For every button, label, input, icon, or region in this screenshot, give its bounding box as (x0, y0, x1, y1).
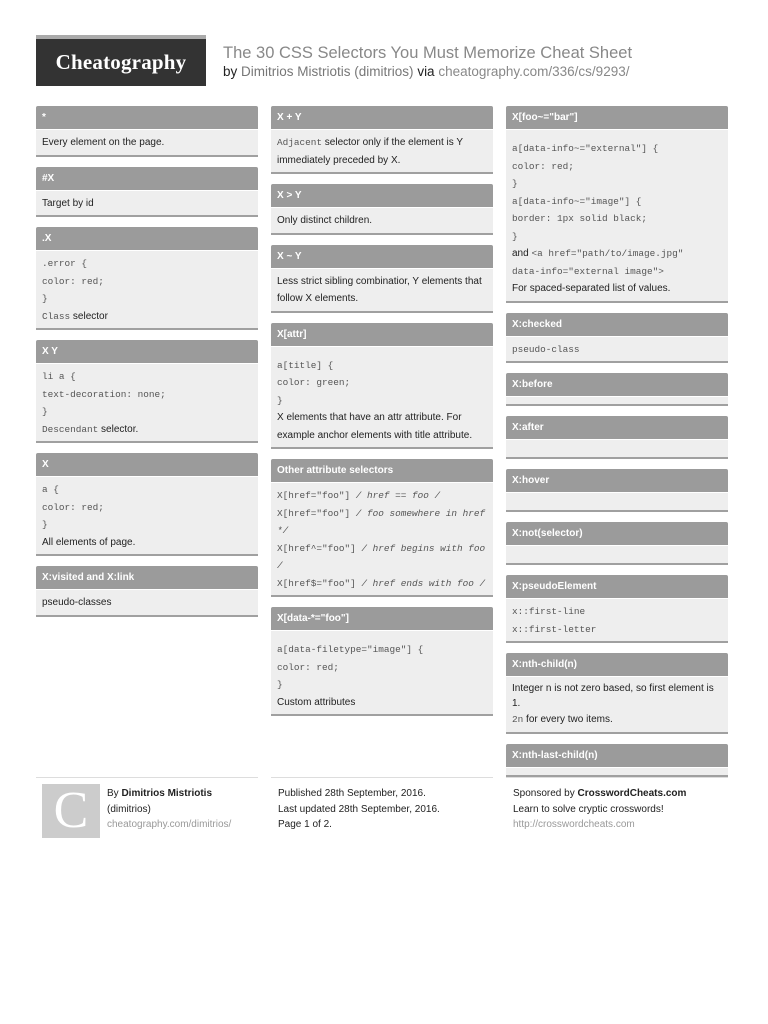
published-date: Published 28th September, 2016. (278, 788, 426, 799)
code-selector: X[href$="foo"] (277, 577, 356, 589)
section-text: For spaced-separated list of values. (512, 283, 671, 294)
code-selector: X[href="foo"] (277, 507, 351, 519)
updated-date: Last updated 28th September, 2016. (278, 803, 440, 815)
section-text: pseudo-classes (42, 597, 112, 608)
author-handle[interactable]: (dimitrios) (354, 64, 414, 79)
footer-dates (278, 786, 493, 833)
section-text: Only distinct children. (277, 215, 373, 226)
column-3 (506, 106, 728, 787)
inline-code: Adjacent (277, 137, 323, 148)
code-selector: X[href^="foo"] (277, 542, 356, 554)
section-title: X:checked (506, 313, 728, 336)
section-adjacent (271, 106, 493, 174)
footer-sponsor (513, 786, 728, 833)
section-text: and (512, 248, 532, 259)
section-text: for every two items. (523, 714, 613, 725)
section-universal (36, 106, 258, 157)
footer-handle: (dimitrios) (107, 803, 151, 815)
section-title: X:nth-child(n) (506, 653, 728, 676)
section-text: Integer n is not zero based, so first element is 1. (512, 683, 714, 709)
code-line: a { (42, 484, 59, 495)
section-sibling (271, 245, 493, 313)
section-text: Less strict sibling combinatior, Y elements that follow X elements. (277, 275, 482, 304)
code-line: color: red; (512, 160, 574, 172)
section-text: Target by id (42, 197, 94, 209)
sponsor-link[interactable]: CrosswordCheats.com (577, 788, 687, 799)
section-title: Other attribute selectors (271, 459, 493, 482)
byline (223, 63, 632, 81)
code-line: } (277, 679, 283, 690)
code-line: .error { (42, 258, 88, 269)
section-id (36, 167, 258, 218)
code-line: } (512, 178, 518, 189)
section-title: #X (36, 167, 258, 190)
inline-code: Class (42, 310, 71, 322)
section-other-attr (271, 459, 493, 597)
code-comment: / foo somewhere in href */ (277, 507, 486, 536)
code-line: } (42, 519, 48, 530)
section-title: X[foo~="bar"] (506, 106, 728, 129)
section-tilde-attr (506, 106, 728, 303)
avatar[interactable]: C (42, 784, 100, 838)
code-line: border: 1px solid black; (512, 213, 648, 224)
section-text: Every element on the page. (42, 137, 165, 148)
section-text: X elements that have an attr attribute. For example anchor elements with title attribute. (277, 412, 473, 441)
section-title: X + Y (271, 106, 493, 129)
code-line: data-info="external image"> (512, 265, 664, 277)
section-title: X:hover (506, 469, 728, 492)
cheatography-logo[interactable]: Cheatography (36, 35, 206, 86)
code-line: color: red; (42, 275, 104, 287)
code-line: } (42, 293, 48, 304)
section-nth-child (506, 653, 728, 734)
section-title: X:pseudoElement (506, 575, 728, 598)
section-not (506, 522, 728, 565)
inline-code: <a href="path/to/image.jpg" (531, 248, 684, 259)
footer-divider (506, 777, 728, 778)
author-link[interactable]: Dimitrios Mistriotis (241, 64, 351, 79)
section-checked (506, 313, 728, 364)
code-line: a[data-filetype="image"] { (277, 644, 424, 655)
section-title: .X (36, 227, 258, 250)
section-before (506, 373, 728, 406)
section-title: X:before (506, 373, 728, 396)
section-title: X[data-*="foo"] (271, 607, 493, 630)
section-title: X:nth-last-child(n) (506, 744, 728, 767)
code-line: x::first-line (512, 606, 586, 617)
byline-by: by (223, 64, 238, 79)
page-number: Page 1 of 2. (278, 819, 332, 830)
section-text: Custom attributes (277, 696, 356, 708)
footer-divider (36, 777, 258, 778)
section-element (36, 453, 258, 556)
code-line: color: red; (277, 661, 339, 673)
code-line: } (512, 230, 518, 242)
section-text: All elements of page. (42, 536, 136, 548)
section-text: selector only if the element is Y immediately preceded by X. (277, 137, 463, 166)
section-data-attr (271, 607, 493, 716)
column-2 (271, 106, 493, 726)
section-hover (506, 469, 728, 512)
code-line: li a { (42, 371, 76, 382)
code-line: pseudo-class (512, 343, 580, 355)
code-line: } (277, 394, 283, 406)
section-nth-last-child (506, 744, 728, 777)
column-1 (36, 106, 258, 627)
code-line: color: green; (277, 377, 351, 388)
section-title: X > Y (271, 184, 493, 207)
inline-code: Descendant (42, 423, 99, 435)
code-line: } (42, 406, 48, 417)
byline-via: via (417, 64, 435, 79)
section-attr (271, 323, 493, 450)
footer-divider (271, 777, 493, 778)
sponsor-tagline: Learn to solve cryptic crosswords! (513, 803, 664, 815)
section-title: X (36, 453, 258, 476)
section-title: * (36, 106, 258, 129)
code-line: x::first-letter (512, 623, 597, 635)
section-title: X:after (506, 416, 728, 439)
footer-author-link[interactable]: Dimitrios Mistriotis (121, 788, 213, 799)
section-visited-link (36, 566, 258, 617)
section-title: X:visited and X:link (36, 566, 258, 589)
section-child (271, 184, 493, 235)
section-descendant (36, 340, 258, 443)
code-line: a[title] { (277, 359, 334, 371)
section-after (506, 416, 728, 459)
code-comment: / href ends with foo / (355, 577, 486, 589)
section-title: X Y (36, 340, 258, 363)
footer-profile-link[interactable]: cheatography.com/dimitrios/ (107, 819, 232, 830)
footer-by: By (107, 788, 122, 799)
code-comment: / href == foo / (350, 490, 441, 501)
section-pseudo-element (506, 575, 728, 643)
section-title: X[attr] (271, 323, 493, 346)
code-selector: X[href="foo"] (277, 490, 351, 501)
code-line: color: red; (42, 501, 104, 513)
inline-code: 2n (512, 714, 524, 725)
section-text: selector. (98, 423, 139, 435)
section-class (36, 227, 258, 330)
section-title: X:not(selector) (506, 522, 728, 545)
code-line: a[data-info~="image"] { (512, 195, 642, 207)
sponsored-by: Sponsored by (513, 788, 578, 799)
section-title: X ~ Y (271, 245, 493, 268)
code-line: text-decoration: none; (42, 388, 166, 400)
sheet-url[interactable]: cheatography.com/336/cs/9293/ (438, 64, 630, 79)
sponsor-url[interactable]: http://crosswordcheats.com (513, 819, 635, 830)
page-title: The 30 CSS Selectors You Must Memorize Cheat Sheet (223, 44, 633, 62)
code-line: a[data-info~="external"] { (512, 143, 659, 154)
code-comment: / href begins with foo / (277, 542, 486, 571)
header (223, 43, 632, 81)
section-text: selector (70, 310, 108, 322)
